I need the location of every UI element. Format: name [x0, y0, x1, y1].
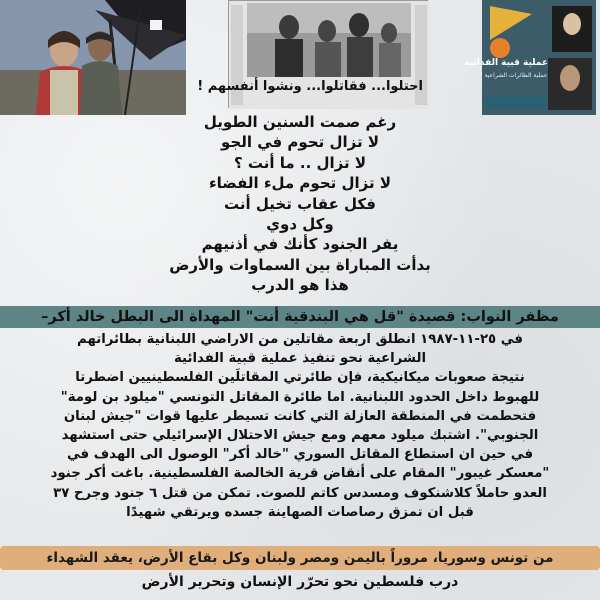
poem-line: لا تزال .. ما أنت ؟	[233, 153, 367, 172]
hang-glider-photo	[0, 0, 186, 115]
article-line: الجنوبي". اشتبك ميلود معهم ومع جيش الاحتلال الإسرائيلي حتى استشهد	[61, 428, 539, 444]
article-line: في ٢٥-١١-١٩٨٧ انطلق اربعة مقاتلين من الاراضي اللبنانية بطائراتهم	[77, 332, 523, 347]
article-line: للهبوط داخل الحدود اللبنانية. اما طائرة المقاتل التونسي "ميلود بن لومة"	[60, 389, 540, 405]
poem-line: وكل دوي	[266, 215, 334, 234]
operation-poster	[464, 0, 596, 115]
article-line: العدو حاملاً كلاشنكوف ومسدس كاتم للصوت. تمكن من قتل ٦ جنود وجرح ٣٧	[53, 485, 547, 501]
article-body	[6, 330, 594, 522]
poem-line: فكل عقاب تخيل أنت	[224, 194, 376, 213]
article-line: قبل ان تمزق رصاصات الصهاينة جسده ويرتقي شهيدًا	[126, 504, 474, 520]
poem-stanza	[0, 112, 600, 296]
article-line: الشراعية نحو تنفيذ عملية قبية الفدائية	[173, 351, 427, 367]
poem-line: بدأت المباراة بين السماوات والأرض	[169, 255, 431, 274]
poem-line: لا تزال تحوم ملء الفضاء	[208, 174, 391, 193]
poster-title: عملية قبية الفدائية	[464, 58, 548, 68]
article-line: في حين ان استطاع المقاتل السوري "خالد أكر" الوصول الى الهدف في	[66, 447, 534, 463]
poster-subtitle: عملية الطائرات الشراعية	[484, 72, 548, 79]
newspaper-clipping	[197, 0, 428, 108]
poem-attribution-banner: مظفر النواب: قصيدة "قل هي البندقية أنت" المهداة الى البطل خالد أكر–	[0, 306, 600, 328]
poem-line: لا تزال تحوم في الجو	[220, 133, 379, 152]
poem-line: رغم صمت السنين الطويل	[203, 113, 397, 131]
article-line: "معسكر غيبور" المقام على أنقاض قرية الخالصة الفلسطينية. باغت أكر جنود	[50, 466, 550, 482]
article-line: نتيجة صعوبات ميكانيكية، فإن طائرتي المقاتلَين الفلسطينيين اضطرتا	[75, 370, 525, 386]
closing-line: درب فلسطين نحو تحرّر الإنسان وتحرير الأرض	[141, 574, 459, 590]
closing-quote-banner: من تونس وسوريا، مروراً باليمن ومصر ولبنان وكل بقاع الأرض، يعقد الشهداء	[0, 546, 600, 570]
newspaper-headline: احتلوا... فقاتلوا... ونشوا أنفسهم !	[197, 79, 423, 94]
poem-line: هذا هو الدرب	[251, 276, 349, 295]
poem-line: يفر الجنود كأنك في أذنيهم	[201, 235, 399, 254]
article-line: فتحطمت في المنطقة العازلة التي كانت تسيطر عليها قوات "جيش لبنان	[63, 408, 537, 424]
